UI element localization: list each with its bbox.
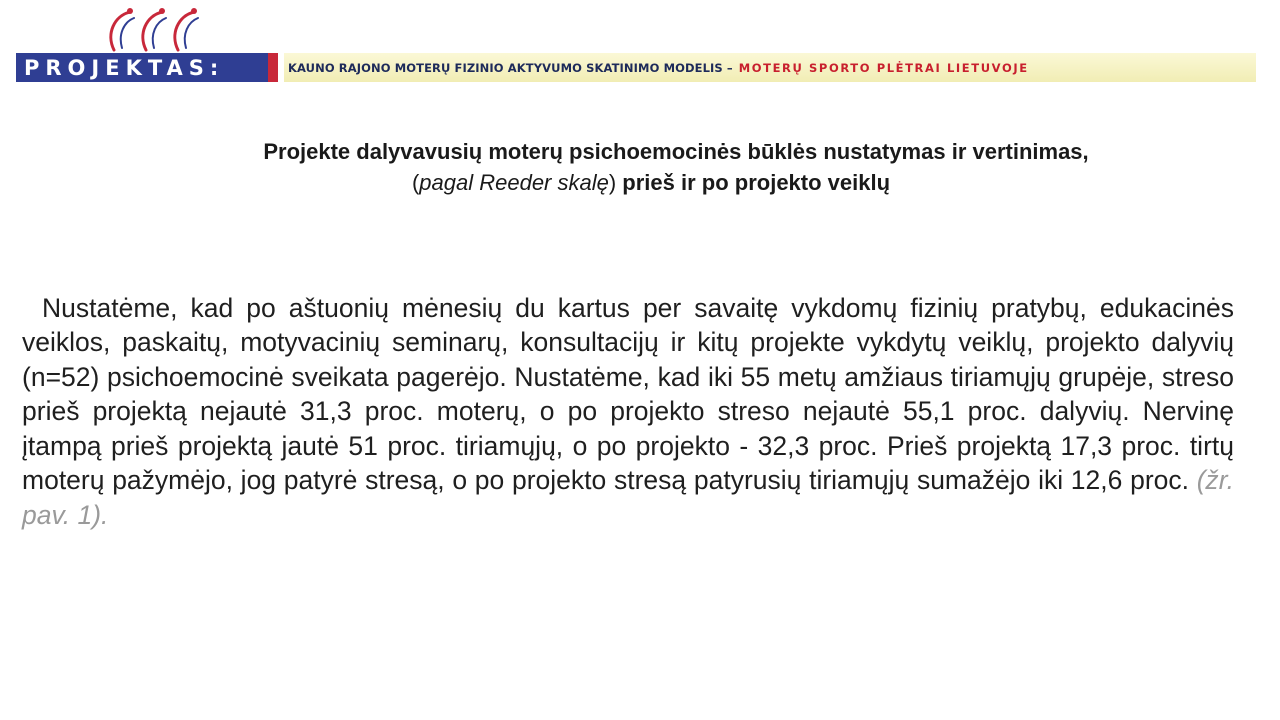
banner-title: [284, 53, 1256, 82]
body-text: Nustatėme, kad po aštuonių mėnesių du kartus per savaitę vykdomų fizinių pratybų, edukacinės veiklos, paskaitų, motyvacinių seminarų, konsultacijų ir kitų projekte vykdytų veiklų, projekto dalyvių (n=52) psichoemocinė sveikata pagerėjo. Nustatėme, kad iki 55 metų amžiaus tiriamųjų grupėje, streso prieš projektą nejautė 31,3 proc. moterų, o po projekto streso nejautė 55,1 proc. dalyvių. Nervinę įtampą prieš projektą jautė 51 proc. tiriamųjų, o po projekto - 32,3 proc. Prieš projektą 17,3 proc. tirtų moterų pažymėjo, jog patyrė stresą, o po projekto stresą patyrusių tiriamųjų sumažėjo iki 12,6 proc.: [22, 292, 1234, 495]
heading-paren-open: (: [411, 170, 420, 195]
figure-reference: (žr. pav. 1).: [22, 465, 1234, 530]
banner-accent-text: MOTERŲ SPORTO PLĖTRAI LIETUVOJE: [738, 60, 1029, 75]
heading-line-2: [40, 167, 1262, 198]
body-paragraph: [22, 291, 1234, 533]
banner-main-text: KAUNO RAJONO MOTERŲ FIZINIO AKTYVUMO SKATINIMO MODELIS –: [288, 60, 733, 75]
heading-paren-close: ): [608, 170, 617, 195]
page-heading: [40, 136, 1262, 198]
project-banner: [16, 53, 1256, 82]
heading-line-2-bold: prieš ir po projekto veiklų: [616, 170, 891, 195]
brand-accent-bar: [268, 53, 278, 82]
brand-label: PROJEKTAS:: [16, 53, 268, 82]
heading-line-1: Projekte dalyvavusių moterų psichoemocinės būklės nustatymas ir vertinimas,: [263, 139, 1089, 164]
logo-swirls-icon: [100, 4, 210, 54]
heading-scale-name: pagal Reeder skalę: [419, 170, 609, 195]
